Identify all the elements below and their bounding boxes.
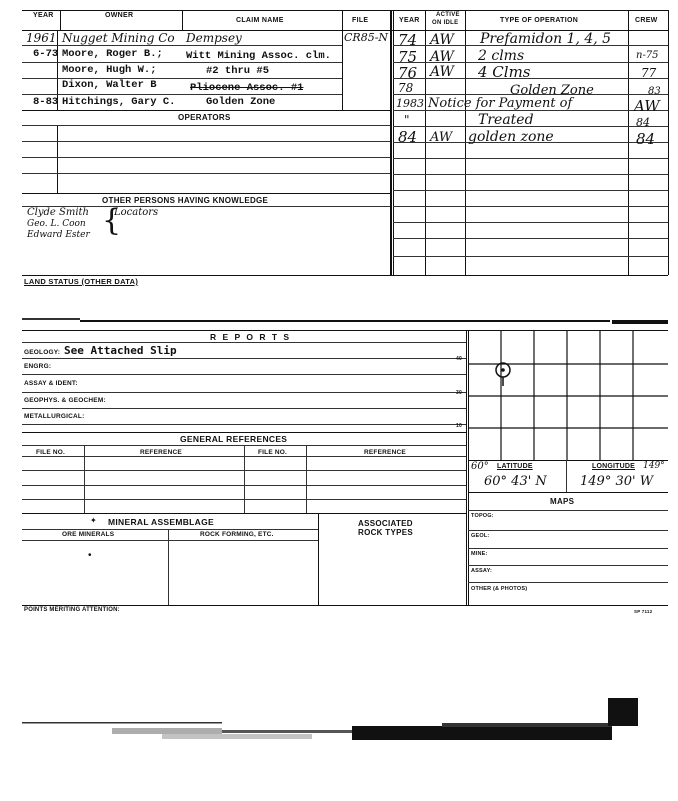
owner-row-1-file: CR85-N <box>344 31 389 44</box>
other-person-2: Geo. L. Coon <box>27 219 86 229</box>
col-claim-header: CLAIM NAME <box>236 17 284 24</box>
assay-ident-label: ASSAY & IDENT: <box>24 380 78 387</box>
other-persons-label: OTHER PERSONS HAVING KNOWLEDGE <box>102 196 269 205</box>
latitude-value: 60° 43' N <box>484 474 547 489</box>
longitude-value: 149° 30' W <box>580 474 654 489</box>
metallurgical-label: METALLURGICAL: <box>24 413 85 420</box>
margin-number-10: 10 <box>456 423 462 429</box>
points-meriting-attention: POINTS MERITING ATTENTION: <box>24 607 120 613</box>
col-type-op-header: TYPE OF OPERATION <box>500 17 579 24</box>
other-persons-role: Locators <box>114 207 159 218</box>
margin-number-30: 30 <box>456 390 462 396</box>
col-owner-header: OWNER <box>105 12 134 19</box>
owner-row-2-claim: Witt Mining Assoc. clm. <box>186 50 331 62</box>
form-number: SP 7112 <box>634 609 653 614</box>
op-row-3-year: 76 <box>398 64 418 82</box>
owner-row-5-year: 8-83 <box>33 96 59 108</box>
col-active-header: ACTIVE <box>436 12 460 18</box>
other-person-1: Clyde Smith <box>27 207 89 218</box>
scan-noise-band <box>22 718 668 758</box>
op-row-3-crew: 77 <box>641 66 657 80</box>
owner-row-4-claim: Pliocene Assoc. #1 <box>190 82 304 94</box>
op-row-2-crew: n-75 <box>636 50 659 61</box>
col-file-header: FILE <box>352 17 369 24</box>
owner-row-3-claim: #2 thru #5 <box>206 65 270 77</box>
op-row-7-crew: 84 <box>636 130 656 148</box>
owner-row-5-owner: Hitchings, Gary C. <box>62 96 176 108</box>
op-row-3-status: AW <box>430 64 454 80</box>
op-row-6-crew: 84 <box>636 116 650 129</box>
star-icon: ✦ <box>90 516 97 525</box>
geophys-label: GEOPHYS. & GEOCHEM: <box>24 397 106 404</box>
rock-forming-header: ROCK FORMING, ETC. <box>200 531 274 538</box>
geol-label: GEOL: <box>471 533 490 539</box>
separator-bar <box>22 318 80 320</box>
rock-types-label: ROCK TYPES <box>358 528 414 537</box>
op-row-6-type: Treated <box>478 112 534 128</box>
op-row-1-status: AW <box>430 32 454 48</box>
file-no-header-2: FILE NO. <box>258 449 288 456</box>
reference-header-1: REFERENCE <box>140 449 182 456</box>
op-row-1-type: Prefamidon 1, 4, 5 <box>480 31 612 47</box>
operators-label: OPERATORS <box>178 113 231 122</box>
col-year-header: YEAR <box>33 12 54 19</box>
op-row-3-type: 4 Clms <box>478 63 531 81</box>
latitude-label: LATITUDE <box>497 463 533 470</box>
op-row-5-type: Notice for Payment of <box>428 96 573 111</box>
other-photos-label: OTHER (& PHOTOS) <box>471 586 528 592</box>
topog-label: TOPOG: <box>471 513 494 519</box>
op-row-7-status: AW <box>430 130 453 145</box>
land-status-label: LAND STATUS (OTHER DATA) <box>24 277 139 286</box>
ore-minerals-header: ORE MINERALS <box>62 531 115 538</box>
geology-label: GEOLOGY: <box>24 349 61 356</box>
ore-mark: • <box>88 550 92 561</box>
owner-row-1-year: 1961 <box>26 31 57 45</box>
owner-row-2-owner: Moore, Roger B.; <box>62 48 163 60</box>
op-row-1-year: 74 <box>398 31 418 49</box>
owner-row-4-owner: Dixon, Walter B <box>62 79 157 91</box>
op-row-7-type: golden zone <box>468 129 554 145</box>
file-no-header-1: FILE NO. <box>36 449 66 456</box>
op-row-2-type: 2 clms <box>478 48 525 64</box>
assay-map-label: ASSAY: <box>471 568 493 574</box>
latitude-prefix: 60° <box>471 461 489 472</box>
section-grid <box>468 330 668 460</box>
op-row-4-type: Golden Zone <box>510 83 594 98</box>
col-crew-header: CREW <box>635 17 658 24</box>
maps-title: MAPS <box>550 497 575 506</box>
bracket-glyph: { <box>102 203 122 238</box>
associated-label: ASSOCIATED <box>358 519 413 528</box>
col-year2-header: YEAR <box>399 17 420 24</box>
op-row-5-crew: AW <box>634 97 660 115</box>
col-on-idle-header: ON IDLE <box>432 20 459 26</box>
general-references-title: GENERAL REFERENCES <box>180 434 288 444</box>
margin-number-40: 40 <box>456 356 462 362</box>
location-marker-icon <box>496 363 510 386</box>
other-person-3: Edward Ester <box>27 230 90 240</box>
longitude-suffix: 149° <box>643 461 665 471</box>
op-row-2-year: 75 <box>398 48 418 66</box>
mine-label: MINE: <box>471 551 488 557</box>
op-row-4-year: 78 <box>398 81 414 95</box>
engrg-label: ENGRG: <box>24 363 52 370</box>
separator-blob-right <box>612 320 668 324</box>
reports-title: R E P O R T S <box>210 332 292 342</box>
longitude-label: LONGITUDE <box>592 463 636 470</box>
reference-header-2: REFERENCE <box>364 449 406 456</box>
op-row-2-status: AW <box>430 49 454 65</box>
op-row-6-year: " <box>404 113 410 127</box>
owner-row-1-owner: Nugget Mining Co <box>62 31 175 45</box>
op-row-4-crew: 83 <box>648 86 661 97</box>
owner-row-2-year: 6-73 <box>33 48 59 60</box>
op-row-5-year: 1983 <box>396 97 424 110</box>
op-row-7-year: 84 <box>398 128 418 146</box>
mineral-assemblage-title: MINERAL ASSEMBLAGE <box>108 517 214 527</box>
geology-value: See Attached Slip <box>64 344 177 357</box>
owner-row-5-claim: Golden Zone <box>206 96 276 108</box>
owner-row-3-owner: Moore, Hugh W.; <box>62 64 157 76</box>
scan-square <box>608 698 638 726</box>
owner-row-1-claim: Dempsey <box>186 31 242 45</box>
